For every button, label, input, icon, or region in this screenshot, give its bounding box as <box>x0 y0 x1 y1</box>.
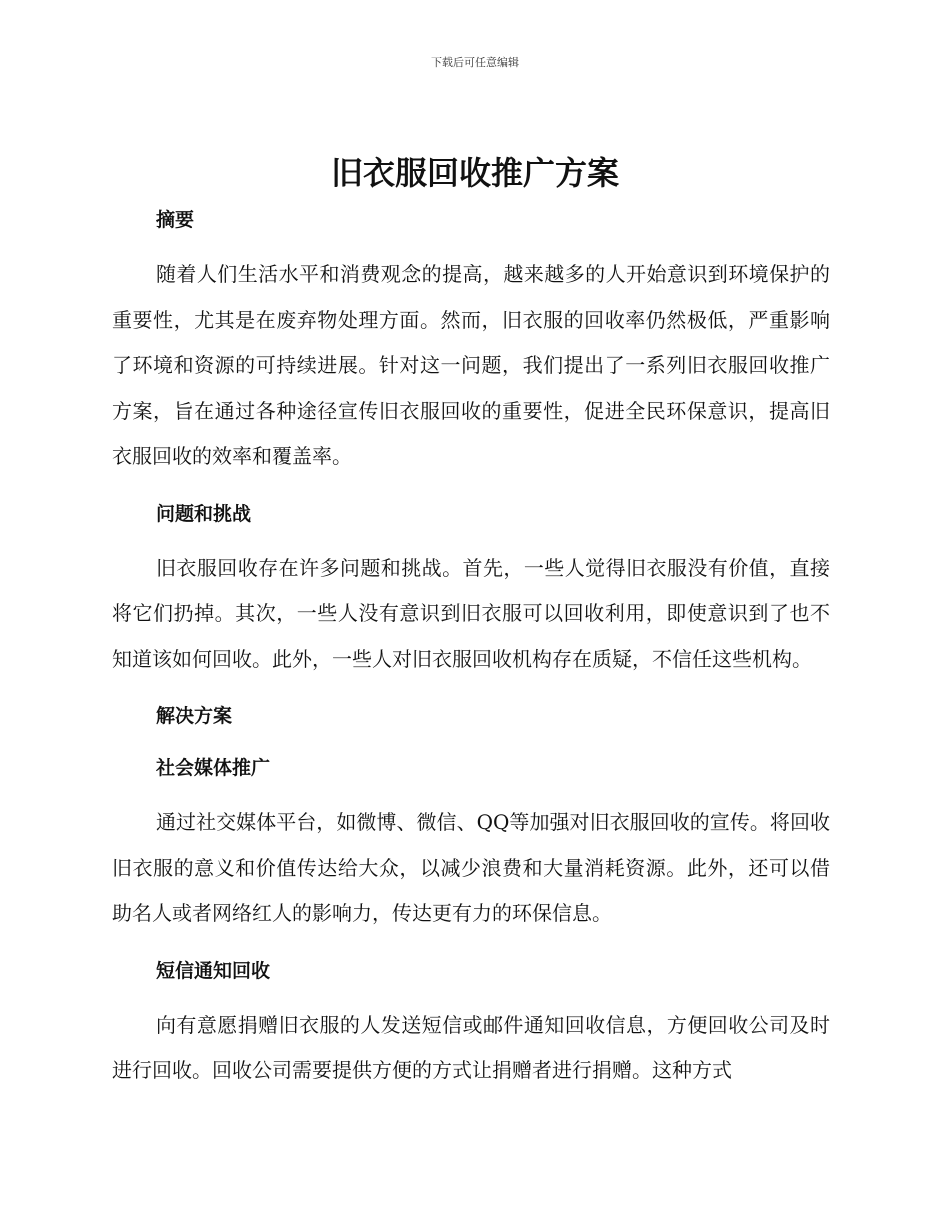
section-paragraph-social-media: 通过社交媒体平台，如微博、微信、QQ等加强对旧衣服回收的宣传。将回收旧衣服的意义和价值传达给大众，以减少浪费和大量消耗资源。此外，还可以借助名人或者网络红人的影响力，传达更有力的环保信息。 <box>112 810 830 925</box>
section-paragraph-sms: 向有意愿捐赠旧衣服的人发送短信或邮件通知回收信息，方便回收公司及时进行回收。回收公司需要提供方便的方式让捐赠者进行捐赠。这种方式 <box>112 1012 830 1082</box>
page-header: 下载后可任意编辑 <box>431 56 519 69</box>
section-heading-abstract: 摘要 <box>156 209 195 231</box>
section-heading-problems: 问题和挑战 <box>156 502 252 525</box>
section-paragraph-problems: 旧衣服回收存在许多问题和挑战。首先，一些人觉得旧衣服没有价值，直接将它们扔掉。其次，一些人没有意识到旧衣服可以回收利用，即使意识到了也不知道该如何回收。此外，一些人对旧衣服回收机构存在质疑，不信任这些机构。 <box>112 555 830 671</box>
section-heading-solutions: 解决方案 <box>156 705 233 727</box>
section-heading-sms: 短信通知回收 <box>156 959 271 982</box>
document-title: 旧衣服回收推广方案 <box>330 154 619 192</box>
document-body <box>112 200 830 1094</box>
section-paragraph-abstract: 随着人们生活水平和消费观念的提高，越来越多的人开始意识到环境保护的重要性，尤其是在废弃物处理方面。然而，旧衣服的回收率仍然极低，严重影响了环境和资源的可持续进展。针对这一问题，我们提出了一系列旧衣服回收推广方案，旨在通过各种途径宣传旧衣服回收的重要性，促进全民环保意识，提高旧衣服回收的效率和覆盖率。 <box>112 262 830 468</box>
section-heading-social-media: 社会媒体推广 <box>156 757 271 779</box>
